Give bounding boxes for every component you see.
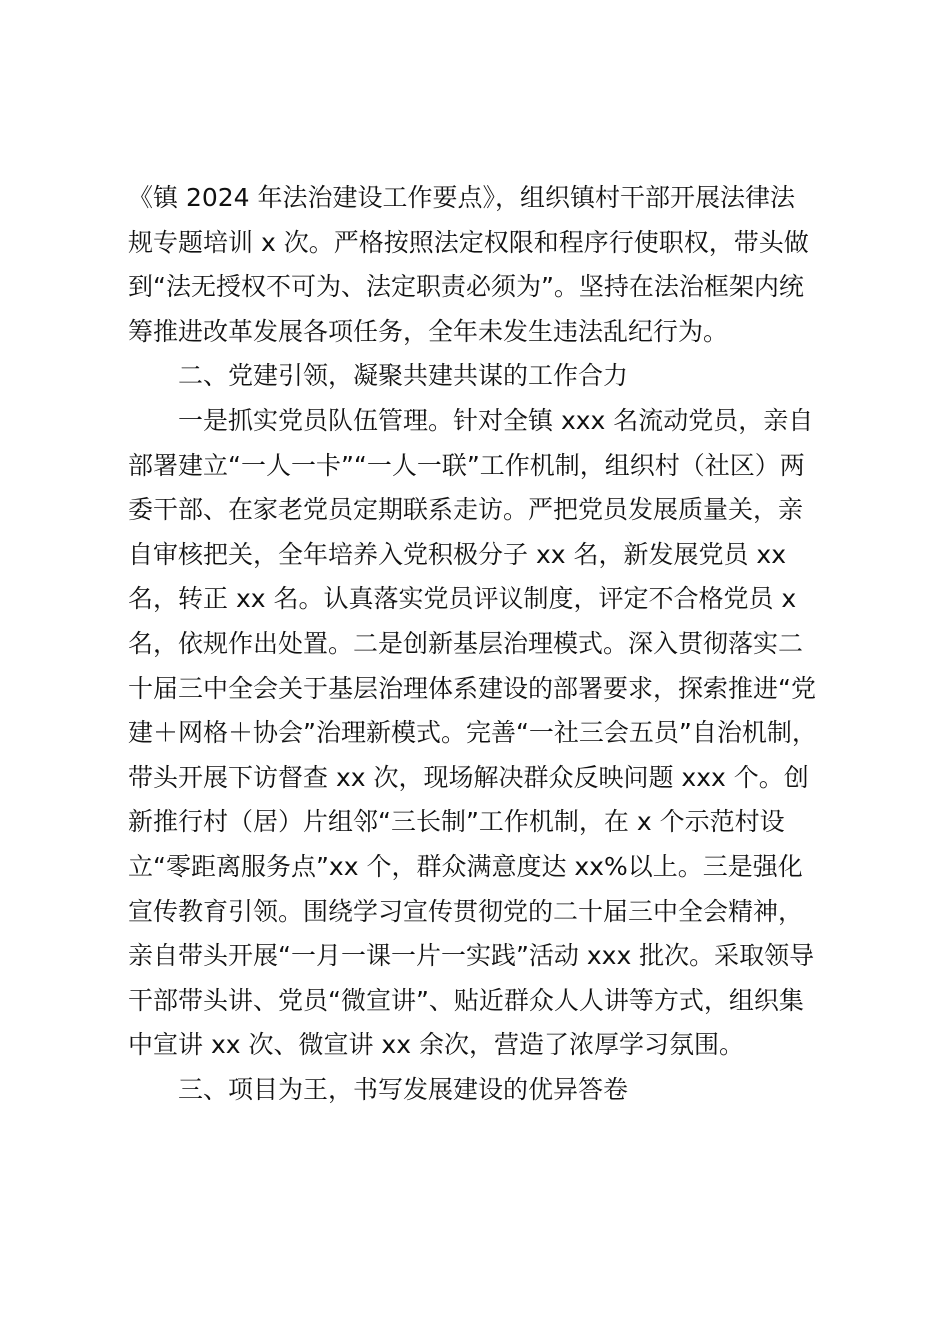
text-line: 干部带头讲、党员“微宣讲”、贴近群众人人讲等方式，组织集 <box>128 985 804 1015</box>
section-heading: 三、项目为王，书写发展建设的优异答卷 <box>178 1074 629 1104</box>
text-line: 新推行村（居）片组邻“三长制”工作机制，在 x 个示范村设 <box>128 807 785 837</box>
text-line: 亲自带头开展“一月一课一片一实践”活动 xxx 批次。采取领导 <box>128 941 815 971</box>
text-line: 到“法无授权不可为、法定职责必须为”。坚持在法治框架内统 <box>128 272 804 302</box>
text-line: 部署建立“一人一卡”“一人一联”工作机制，组织村（社区）两 <box>128 450 805 480</box>
text-line: 筹推进改革发展各项任务，全年未发生违法乱纪行为。 <box>128 316 729 346</box>
text-line: 委干部、在家老党员定期联系走访。严把党员发展质量关，亲 <box>128 495 804 525</box>
section-heading: 二、党建引领，凝聚共建共谋的工作合力 <box>178 361 629 391</box>
text-line: 《镇 2024 年法治建设工作要点》，组织镇村干部开展法律法 <box>128 183 796 212</box>
document-body <box>128 176 828 1112</box>
text-line: 宣传教育引领。围绕学习宣传贯彻党的二十届三中全会精神， <box>128 896 804 926</box>
text-line: 一是抓实党员队伍管理。针对全镇 xxx 名流动党员，亲自 <box>178 405 814 435</box>
text-line: 中宣讲 xx 次、微宣讲 xx 余次，营造了浓厚学习氛围。 <box>128 1030 744 1060</box>
text-line: 名，转正 xx 名。认真落实党员评议制度，评定不合格党员 x <box>128 584 797 614</box>
text-line: 立“零距离服务点”xx 个，群众满意度达 xx%以上。三是强化 <box>128 851 803 881</box>
text-line: 名，依规作出处置。二是创新基层治理模式。深入贯彻落实二 <box>128 628 804 658</box>
text-line: 十届三中全会关于基层治理体系建设的部署要求，探索推进“党 <box>128 673 816 703</box>
text-line: 建＋网格＋协会”治理新模式。完善“一社三会五员”自治机制， <box>128 718 817 748</box>
text-line: 自审核把关，全年培养入党积极分子 xx 名，新发展党员 xx <box>128 539 787 569</box>
text-line: 带头开展下访督查 xx 次，现场解决群众反映问题 xxx 个。创 <box>128 762 809 792</box>
text-line: 规专题培训 x 次。严格按照法定权限和程序行使职权，带头做 <box>128 227 809 257</box>
